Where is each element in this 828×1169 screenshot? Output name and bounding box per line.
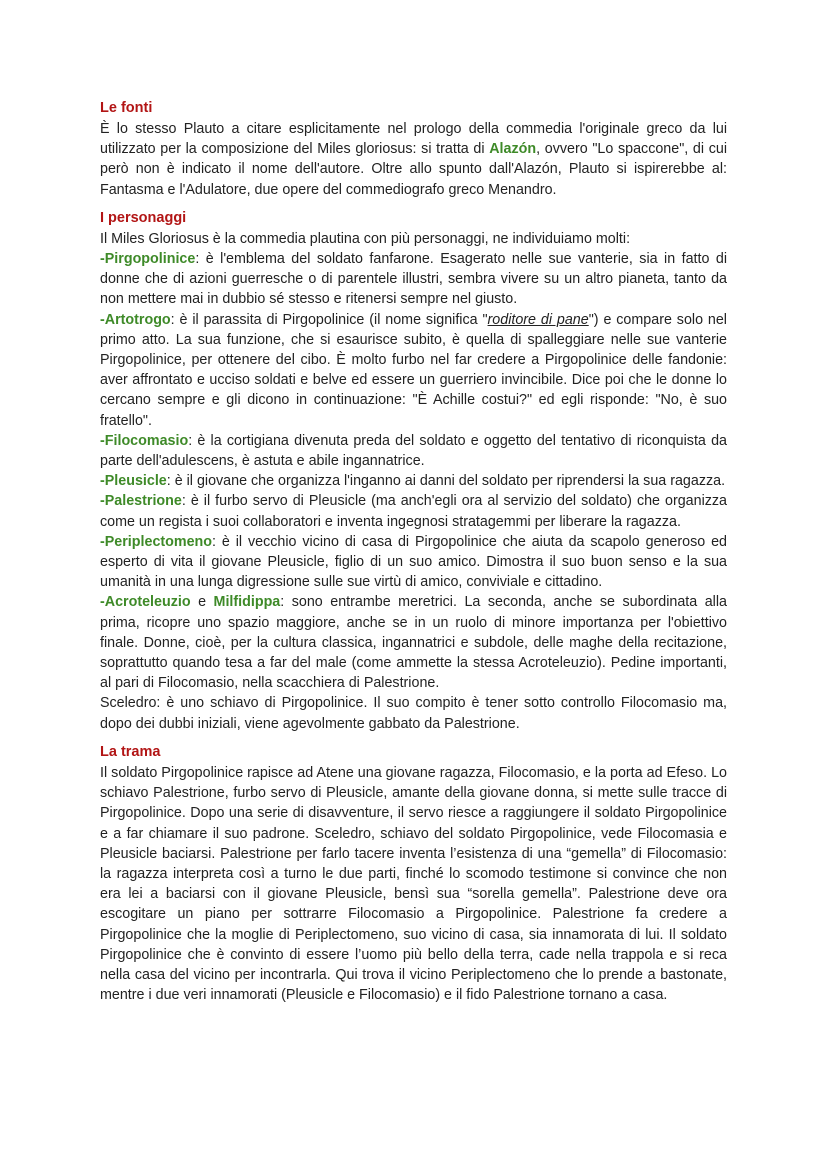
paragraph-trama: Il soldato Pirgopolinice rapisce ad Atene una giovane ragazza, Filocomasio, e la porta ad Efeso. Lo schiavo Palestrione, furbo servo di Pleusicle, amante della giovane donna, si mette sulle tracce di Pirgopolinice. Dopo una serie di disavventure, il servo riesce a raggiungere il soldato Pirgopolinice e a far chiamare il suo padrone. Sceledro, schiavo del soldato Pirgopolinice, vede Filocomasia e Pleusicle baciarsi. Palestrione per farlo tacere inventa l’esistenza di una “gemella” di Filocomasio: la ragazza interpreta così a turno le due parti, finché lo scomodo testimone si convince che non era lei a baciarsi con il giovane Pleusicle, bensì sua “sorella gemella”. Palestrione deve ora escogitare un piano per sottrarre Filocomasio a Pirgopolinice. Palestrione fa credere a Pirgopolinice che la moglie di Periplectomeno, suo vicino di casa, sia innamorata di lui. Il soldato Pirgopolinice che è convinto di essere l’uomo più bello della terra, cade nella trappola e si reca nella casa del vicino per incontrarla. Qui trova il vicino Periplectomeno che lo prende a bastonate, mentre i due veri innamorati (Pleusicle e Filocomasio) e il fido Palestrione tornano a casa. [100,764,727,1004]
pirgopolinice-text: : è l'emblema del soldato fanfarone. Esagerato nelle sue vanterie, sia in fatto di donne che di azioni guerresche o di parentele illustri, sembra vivere su un altro pianeta, tanto da non mettere mai in dubbio sé stesso e ritenersi sempre nel giusto. [100,251,727,308]
name-milfidippa: Milfidippa [213,594,281,611]
artotrogo-text-b: ") e compare solo nel primo atto. La sua funzione, che si esaurisce subito, è quella di spalleggiare nelle sue vanterie Pirgopolinice, per ottenere del cibo. È molto furbo nel far credere a Pirgopolinice delle fandonie: aver affrontato e ucciso soldati e belve ed essere un guerriero invincibile. Dice poi che le donne lo cercano sempre e gli dicono in continuazione: "È Achille costui?" ed egli risponde: "No, è suo fratello". [100,311,727,429]
name-acroteleuzio: -Acroteleuzio [100,594,191,611]
character-sceledro: Sceledro: è uno schiavo di Pirgopolinice. Il suo compito è tener sotto controllo Filocomasio ma, dopo dei dubbi iniziali, viene agevolmente gabbato da Palestrione. [100,695,727,732]
periplectomeno-text: : è il vecchio vicino di casa di Pirgopolinice che aiuta da scapolo generoso ed esperto di vita il giovane Pleusicle, figlio di un suo amico. Dimostra il suo buon senso e la sua umanità in una lunga digressione sulle sue virtù di amico, conviviale e cittadino. [100,533,727,591]
section-personaggi [100,208,727,734]
name-alazon: Alazón [489,141,537,158]
pleusicle-text: : è il giovane che organizza l'inganno ai danni del soldato per riprendersi la sua ragazza. [166,473,726,490]
character-acroteleuzio-milfidippa [100,592,727,693]
artotrogo-meaning: roditore di pane [487,311,589,328]
fonti-text-a: È lo stesso Plauto a citare esplicitamente nel prologo della commedia l'originale greco da lui utilizzato per la composizione del Miles gloriosus: si tratta di [100,121,727,158]
section-fonti [100,98,727,200]
character-periplectomeno [100,532,727,593]
document-page [100,98,727,1013]
name-pirgopolinice: -Pirgopolinice [100,251,196,268]
name-periplectomeno: -Periplectomeno [100,533,213,550]
acroteleuzio-text: : sono entrambe meretrici. La seconda, anche se subordinata alla prima, ricopre uno spazio maggiore, anche se in un ruolo di minore importanza per l'obiettivo finale. Donne, cioè, per la cultura classica, ingannatrici e subdole, delle maghe della recitazione, soprattutto quando tesa a far del male (come ammette la stessa Acroteleuzio). Pedine importanti, al pari di Filocomasio, nella scacchiera di Palestrione. [100,594,727,692]
fonti-text-b: , ovvero "Lo spaccone", di cui però non è indicato il nome dell'autore. Oltre allo spunto dall'Alazón, Plauto si ispirerebbe al: Fantasma e l'Adulatore, due opere del commediografo greco Menandro. [100,141,727,198]
paragraph-intro: Il Miles Gloriosus è la commedia plautina con più personaggi, ne individuiamo molti: [100,230,631,247]
heading-le-fonti: Le fonti [100,100,153,116]
filocomasio-text: : è la cortigiana divenuta preda del soldato e oggetto del tentativo di riconquista da parte dell'adulescens, è astuta e abile ingannatrice. [100,432,727,470]
artotrogo-text-a: : è il parassita di Pirgopolinice (il nome significa " [170,311,488,328]
character-palestrione [100,491,727,531]
palestrione-text: : è il furbo servo di Pleusicle (ma anch'egli ora al servizio del soldato) che organizza come un regista i suoi collaboratori e inventa ingegnosi stratagemmi per liberare la ragazza. [100,493,727,530]
acroteleuzio-conj: e [190,594,214,611]
paragraph-fonti [100,119,727,200]
character-artotrogo [100,310,727,431]
heading-i-personaggi: I personaggi [100,209,187,226]
character-pirgopolinice [100,249,727,310]
name-filocomasio: -Filocomasio [100,432,189,449]
character-filocomasio [100,431,727,471]
name-pleusicle: -Pleusicle [100,473,167,490]
heading-la-trama: La trama [100,743,161,760]
section-trama [100,742,727,1005]
character-pleusicle [100,471,727,491]
name-artotrogo: -Artotrogo [100,311,171,328]
name-palestrione: -Palestrione [100,493,182,510]
